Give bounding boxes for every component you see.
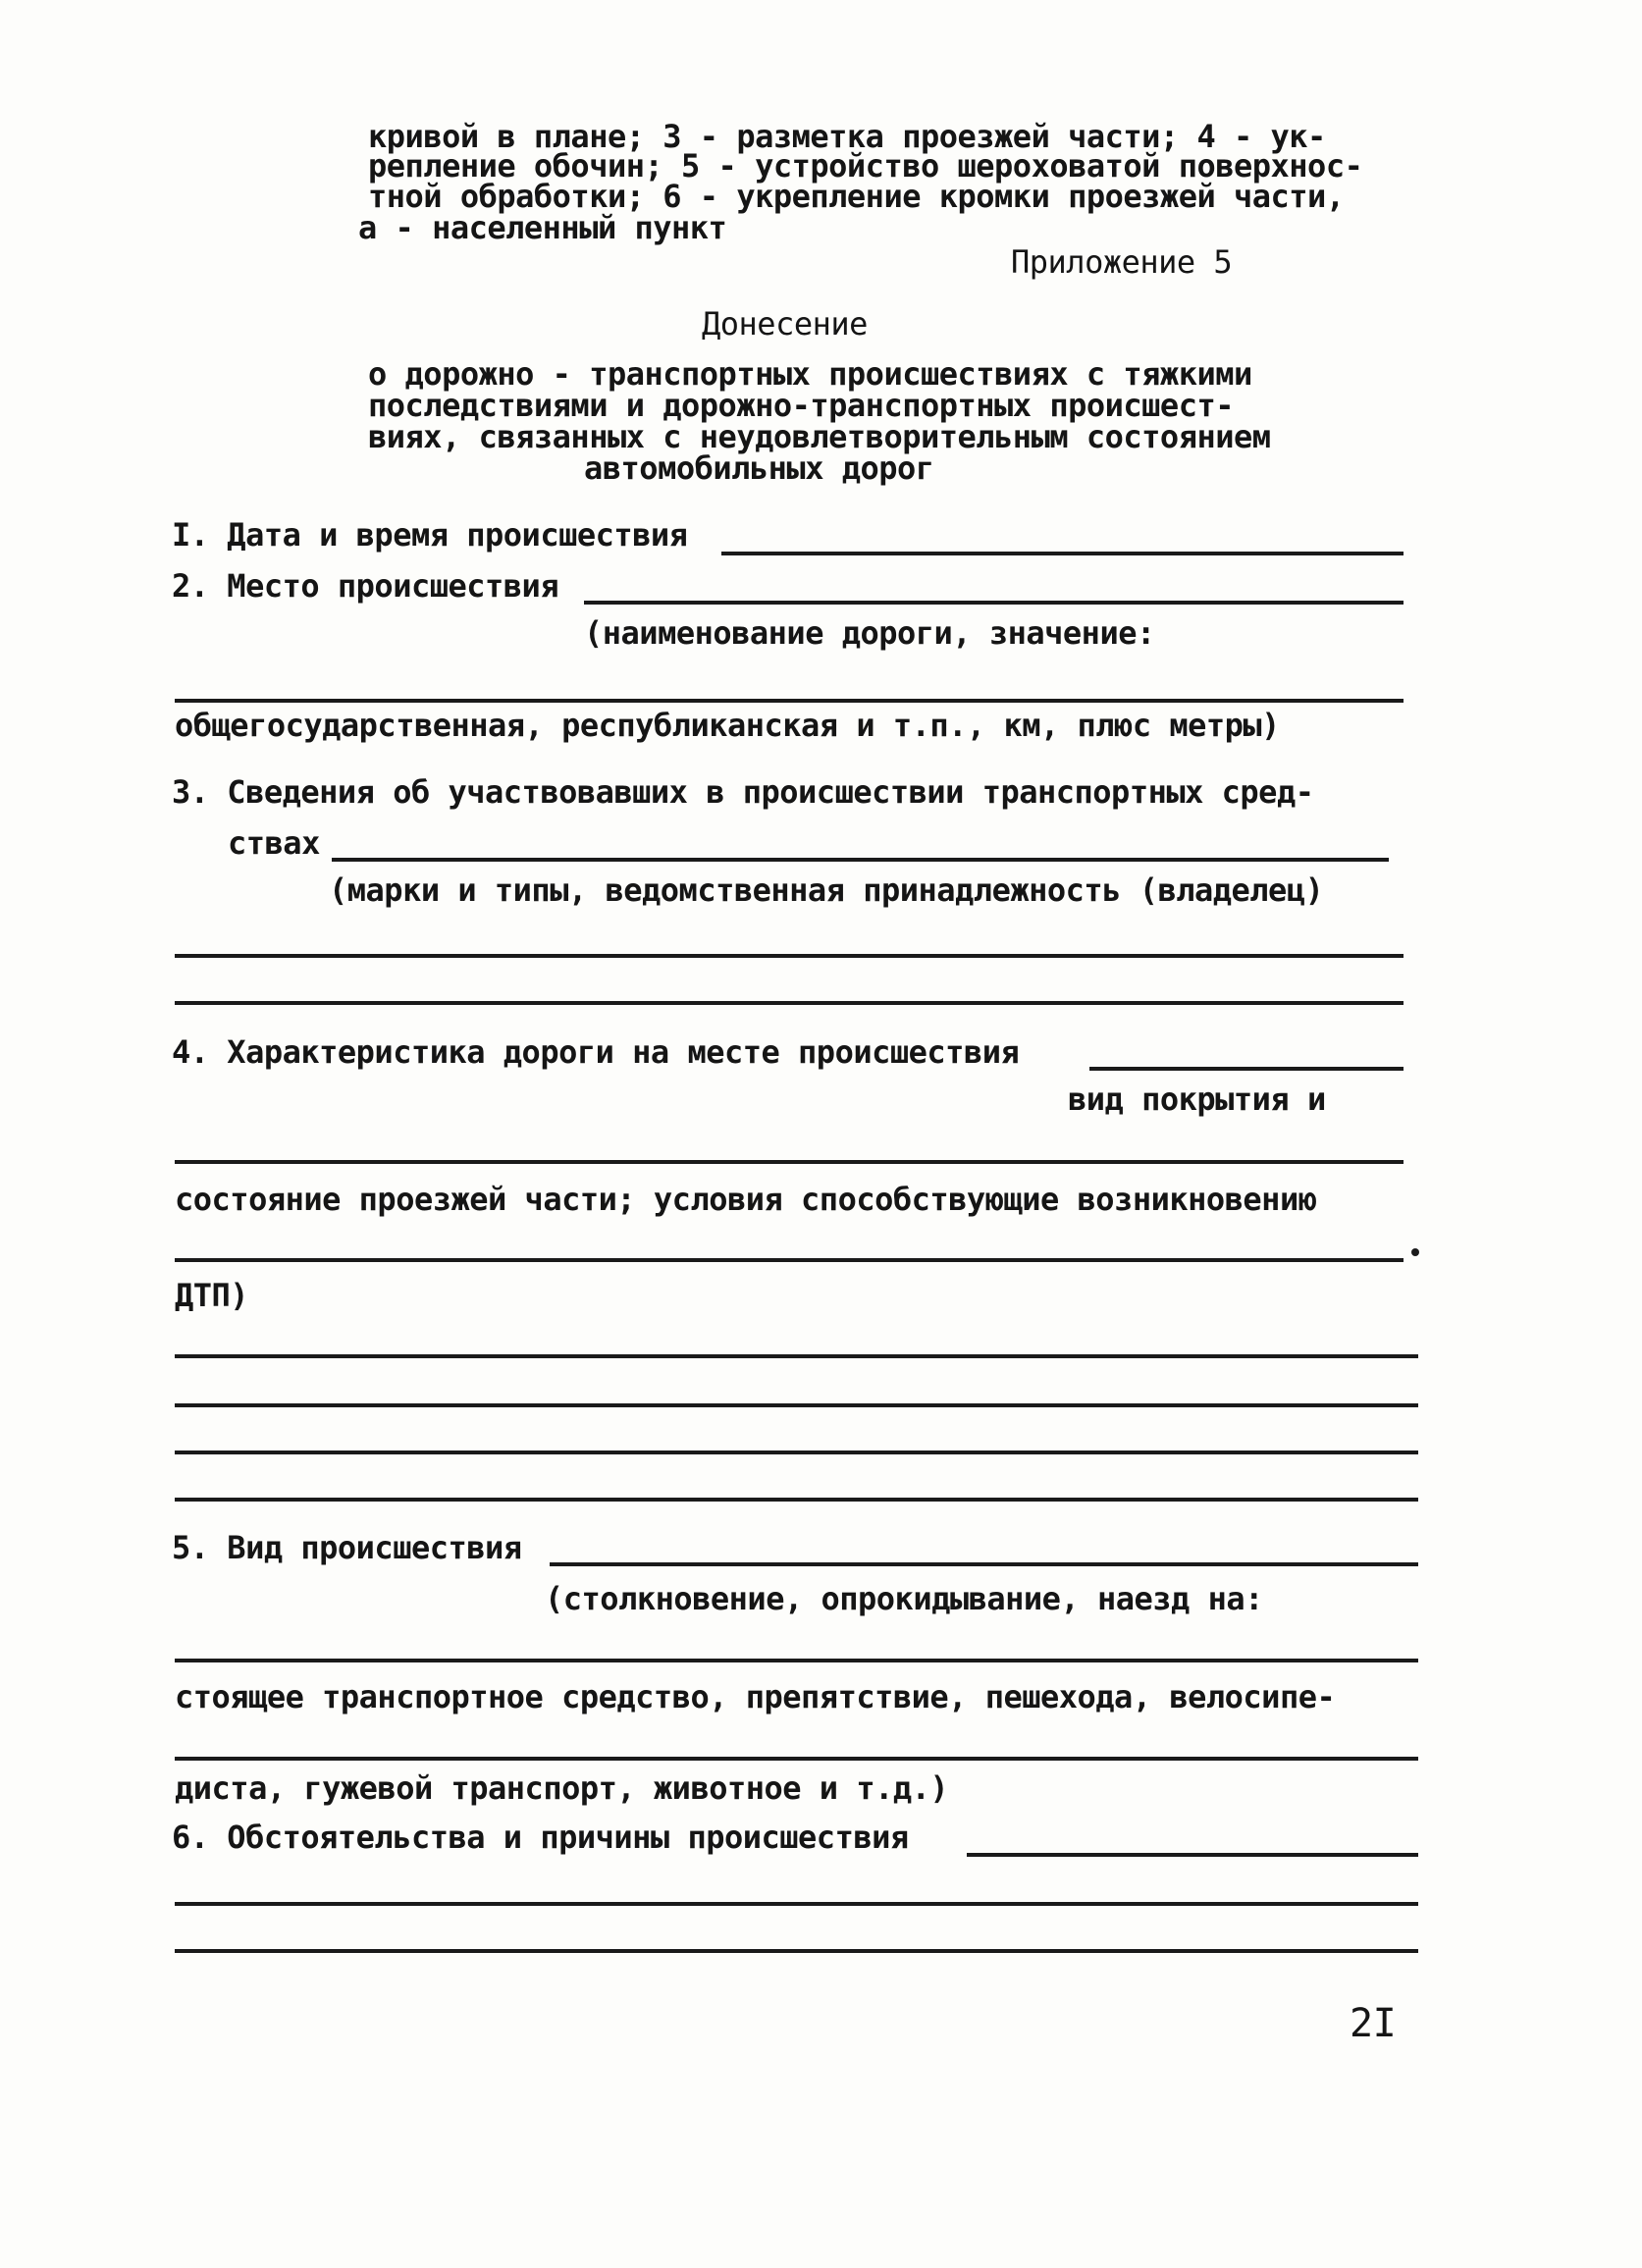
item-4-field-line-6[interactable]: [175, 1450, 1418, 1454]
item-6-label: 6. Обстоятельства и причины происшествия: [172, 1819, 909, 1856]
item-4-label: 4. Характеристика дороги на месте происшествия: [172, 1033, 1020, 1071]
item-6-field-line-2[interactable]: [175, 1902, 1418, 1906]
item-3-label-1: 3. Сведения об участвовавших в происшествии транспортных сред-: [172, 773, 1314, 811]
note-line-1: кривой в плане; 3 - разметка проезжей части; 4 - ук-: [368, 118, 1326, 155]
item-3-hint: (марки и типы, ведомственная принадлежность (владелец): [329, 871, 1324, 909]
page-number: 2I: [1350, 2001, 1397, 2046]
item-2-hint-2: общегосударственная, республиканская и т.п., км, плюс метры): [175, 707, 1280, 744]
item-6-field-line[interactable]: [967, 1853, 1418, 1857]
item-5-field-line-3[interactable]: [175, 1757, 1418, 1761]
item-6-field-line-3[interactable]: [175, 1949, 1418, 1953]
stray-dot: [1411, 1248, 1419, 1256]
item-5-hint-3: диста, гужевой транспорт, животное и т.д.): [175, 1769, 949, 1807]
appendix-label: Приложение 5: [1011, 243, 1233, 281]
note-line-3: тной обработки; 6 - укрепление кромки проезжей части,: [368, 178, 1345, 215]
item-4-hint-3: ДТП): [175, 1277, 249, 1314]
item-3-field-line-2[interactable]: [175, 954, 1404, 958]
item-3-label-2: ствах: [228, 824, 320, 862]
item-4-field-line-7[interactable]: [175, 1498, 1418, 1502]
item-5-hint-1: (столкновение, опрокидывание, наезд на:: [545, 1580, 1263, 1617]
item-3-field-line[interactable]: [332, 858, 1389, 862]
item-4-hint-1: вид покрытия и: [1068, 1081, 1326, 1118]
item-4-field-line-4[interactable]: [175, 1354, 1418, 1358]
report-subtitle-3: виях, связанных с неудовлетворительным состоянием: [368, 418, 1271, 455]
item-5-hint-2: стоящее транспортное средство, препятствие, пешехода, велосипе-: [175, 1678, 1336, 1715]
item-4-field-line-3[interactable]: [175, 1258, 1404, 1262]
item-5-field-line-2[interactable]: [175, 1659, 1418, 1662]
item-1-label: I. Дата и время происшествия: [172, 516, 688, 554]
item-2-field-line-2[interactable]: [175, 699, 1404, 703]
item-4-field-line[interactable]: [1089, 1067, 1404, 1071]
item-3-field-line-3[interactable]: [175, 1001, 1404, 1005]
note-line-2: репление обочин; 5 - устройство шероховатой поверхнос-: [368, 147, 1363, 185]
item-2-field-line[interactable]: [584, 601, 1404, 605]
item-4-hint-2: состояние проезжей части; условия способствующие возникновению: [175, 1181, 1317, 1218]
item-5-label: 5. Вид происшествия: [172, 1529, 522, 1566]
report-title: Донесение: [702, 305, 868, 343]
report-subtitle-4: автомобильных дорог: [584, 449, 934, 487]
item-1-field-line[interactable]: [721, 552, 1404, 555]
report-subtitle-1: о дорожно - транспортных происшествиях с тяжкими: [368, 355, 1252, 393]
report-subtitle-2: последствиями и дорожно-транспортных происшест-: [368, 387, 1234, 424]
item-5-field-line[interactable]: [550, 1562, 1418, 1566]
note-line-4: а - населенный пункт: [358, 209, 727, 246]
item-4-field-line-2[interactable]: [175, 1160, 1404, 1164]
item-4-field-line-5[interactable]: [175, 1403, 1418, 1407]
item-2-hint-1: (наименование дороги, значение:: [584, 614, 1155, 652]
item-2-label: 2. Место происшествия: [172, 567, 559, 605]
